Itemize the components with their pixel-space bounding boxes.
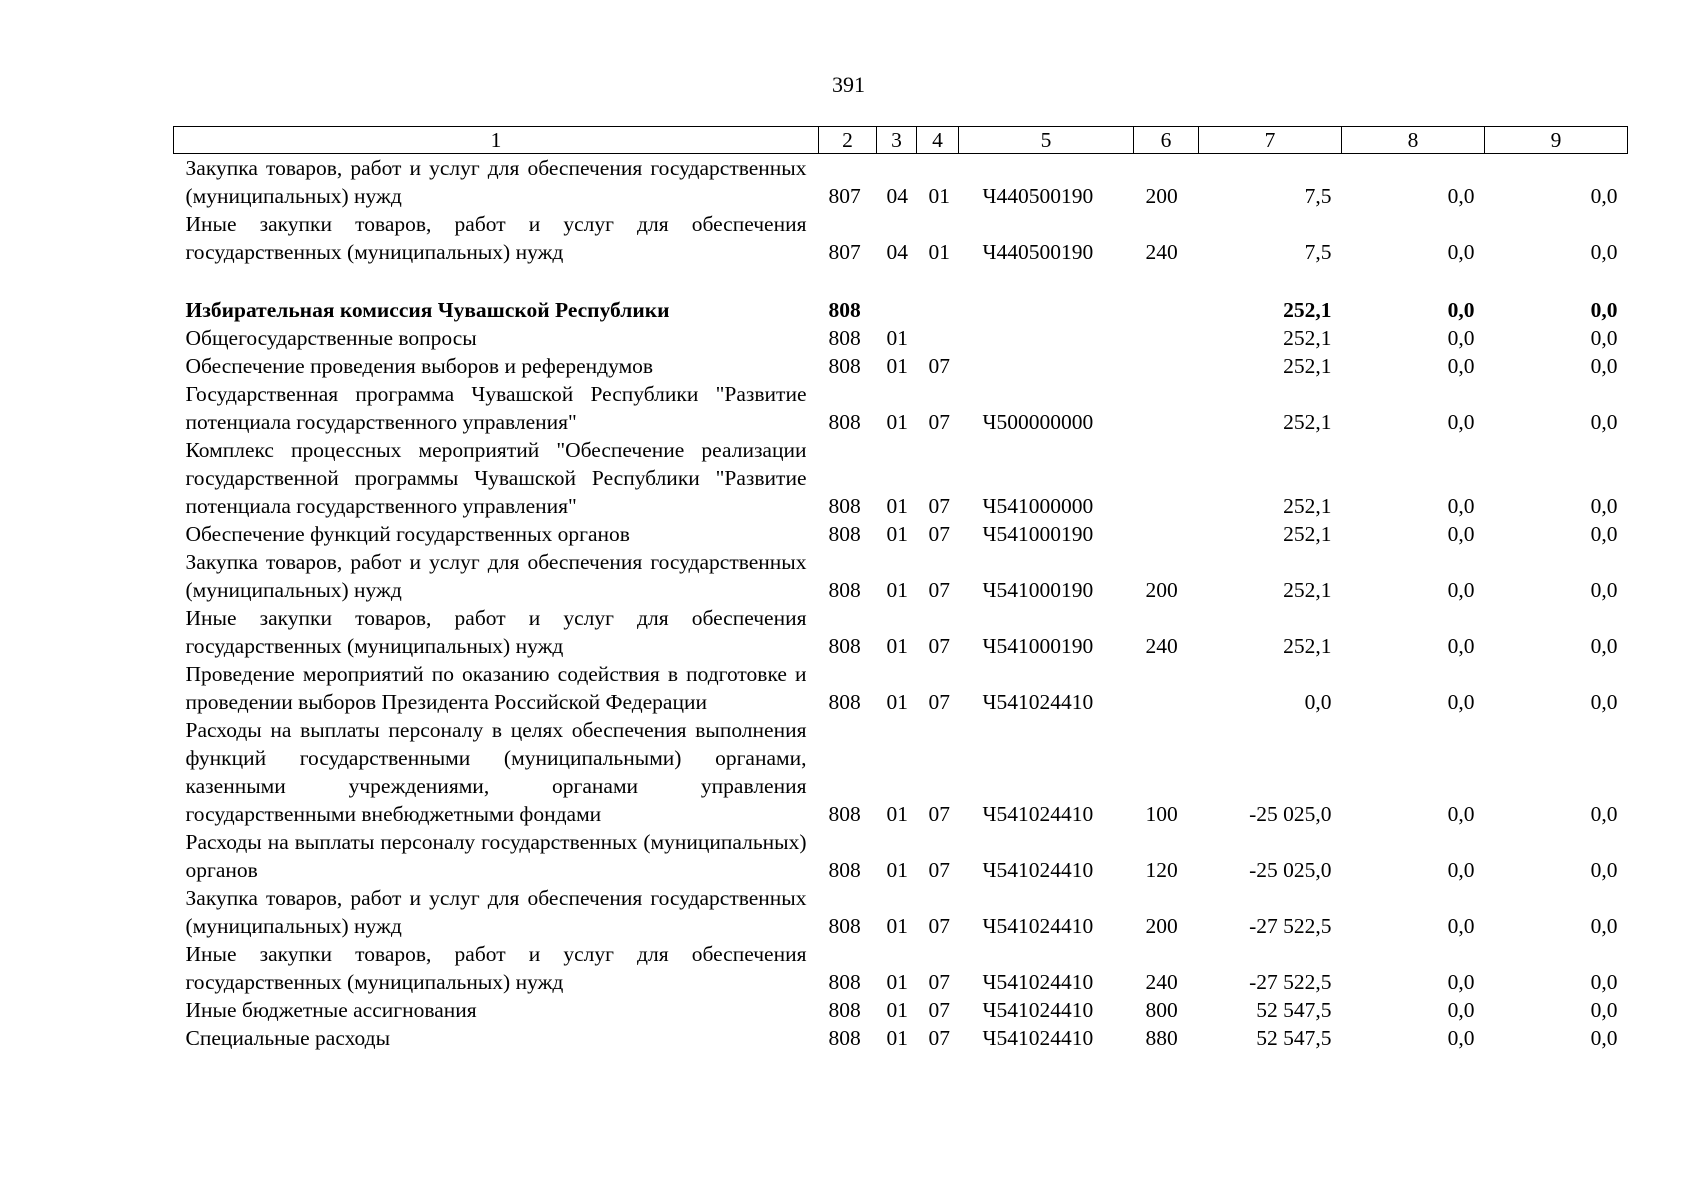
row-section-code: 01 (886, 998, 908, 1022)
row-ministry-code: 808 (828, 914, 861, 938)
row-spacer (174, 266, 1628, 296)
header-col-5: 5 (959, 127, 1134, 154)
row-amount-8: 0,0 (1447, 410, 1475, 434)
row-expense-type (1134, 520, 1199, 548)
row-name: Иные бюджетные ассигнования (185, 998, 477, 1022)
row-ministry-code: 807 (828, 184, 861, 208)
row-subsection-code (917, 296, 959, 324)
table-row (174, 380, 1628, 436)
table-row (174, 660, 1628, 716)
row-amount-9: 0,0 (1590, 522, 1618, 546)
row-amount-8: 0,0 (1447, 970, 1475, 994)
row-target-code: Ч541024410 (982, 858, 1094, 882)
row-amount-8: 0,0 (1447, 494, 1475, 518)
row-amount-9: 0,0 (1590, 578, 1618, 602)
row-ministry-code: 808 (828, 298, 861, 322)
row-ministry-code: 808 (828, 578, 861, 602)
table-row (174, 996, 1628, 1024)
row-amount-8: 0,0 (1447, 578, 1475, 602)
row-expense-type: 100 (1145, 802, 1178, 826)
table-row (174, 324, 1628, 352)
row-target-code: Ч541024410 (982, 970, 1094, 994)
row-amount-8: 0,0 (1447, 690, 1475, 714)
table-row (174, 940, 1628, 996)
row-amount-9: 0,0 (1590, 240, 1618, 264)
table-row (174, 884, 1628, 940)
row-section-code: 01 (886, 970, 908, 994)
row-section-code: 01 (886, 326, 908, 350)
row-target-code: Ч541024410 (982, 690, 1094, 714)
table-row (174, 210, 1628, 266)
row-amount-7: 252,1 (1283, 326, 1332, 350)
row-amount-8: 0,0 (1447, 858, 1475, 882)
row-section-code: 01 (886, 690, 908, 714)
row-subsection-code: 01 (928, 240, 950, 264)
row-section-code: 04 (886, 240, 908, 264)
row-name: Расходы на выплаты персоналу государственных (муниципальных) органов (185, 830, 807, 882)
row-expense-type: 200 (1145, 184, 1178, 208)
budget-table (173, 126, 1628, 1052)
row-expense-type (1134, 352, 1199, 380)
row-amount-7: 252,1 (1283, 634, 1332, 658)
row-ministry-code: 808 (828, 494, 861, 518)
row-subsection-code: 07 (928, 410, 950, 434)
row-subsection-code: 07 (928, 522, 950, 546)
table-row (174, 352, 1628, 380)
row-subsection-code: 07 (928, 802, 950, 826)
row-ministry-code: 807 (828, 240, 861, 264)
row-expense-type: 240 (1145, 634, 1178, 658)
row-target-code: Ч541000190 (982, 634, 1094, 658)
row-target-code: Ч541024410 (982, 802, 1094, 826)
row-name: Закупка товаров, работ и услуг для обеспечения государственных (муниципальных) нужд (185, 156, 807, 208)
row-ministry-code: 808 (828, 690, 861, 714)
row-expense-type: 880 (1145, 1026, 1178, 1050)
row-section-code: 01 (886, 354, 908, 378)
row-name: Государственная программа Чувашской Республики "Развитие потенциала государственного управления" (185, 382, 807, 434)
row-target-code: Ч541024410 (982, 998, 1094, 1022)
table-row (174, 154, 1628, 211)
row-amount-7: 0,0 (1304, 690, 1332, 714)
header-col-4: 4 (917, 127, 959, 154)
row-subsection-code: 07 (928, 858, 950, 882)
row-section-code: 01 (886, 858, 908, 882)
row-amount-7: 52 547,5 (1256, 998, 1332, 1022)
table-row-ministry (174, 296, 1628, 324)
row-name: Комплекс процессных мероприятий "Обеспечение реализации государственной программы Чувашской Республики "Развитие потенциала государственного управления" (185, 438, 807, 518)
row-target-code: Ч541024410 (982, 1026, 1094, 1050)
row-subsection-code: 07 (928, 998, 950, 1022)
row-amount-8: 0,0 (1447, 184, 1475, 208)
row-ministry-code: 808 (828, 970, 861, 994)
row-section-code: 01 (886, 578, 908, 602)
row-amount-7: 252,1 (1283, 410, 1332, 434)
row-subsection-code: 07 (928, 354, 950, 378)
row-ministry-code: 808 (828, 522, 861, 546)
header-col-2: 2 (819, 127, 877, 154)
row-section-code: 01 (886, 522, 908, 546)
row-section-code: 01 (886, 914, 908, 938)
table-row (174, 436, 1628, 520)
row-name: Специальные расходы (185, 1026, 391, 1050)
row-name: Расходы на выплаты персоналу в целях обеспечения выполнения функций государственными (муниципальными) органами, казенными учреждениями, органами управления государственными внебюджетными фондами (185, 718, 807, 826)
row-subsection-code: 07 (928, 494, 950, 518)
row-name: Обеспечение проведения выборов и референдумов (185, 354, 654, 378)
row-name: Иные закупки товаров, работ и услуг для обеспечения государственных (муниципальных) нужд (185, 942, 807, 994)
table-row (174, 828, 1628, 884)
row-subsection-code: 07 (928, 690, 950, 714)
header-col-7: 7 (1199, 127, 1342, 154)
row-ministry-code: 808 (828, 410, 861, 434)
row-target-code: Ч440500190 (982, 240, 1094, 264)
row-amount-8: 0,0 (1447, 998, 1475, 1022)
row-amount-7: 252,1 (1283, 522, 1332, 546)
row-expense-type (1134, 296, 1199, 324)
row-expense-type (1134, 380, 1199, 436)
row-expense-type (1134, 660, 1199, 716)
row-subsection-code: 07 (928, 970, 950, 994)
row-subsection-code: 01 (928, 184, 950, 208)
row-amount-9: 0,0 (1590, 298, 1618, 322)
row-amount-7: -25 025,0 (1249, 802, 1332, 826)
row-target-code: Ч541024410 (982, 914, 1094, 938)
row-amount-9: 0,0 (1590, 494, 1618, 518)
row-amount-7: 52 547,5 (1256, 1026, 1332, 1050)
table-row (174, 716, 1628, 828)
row-amount-9: 0,0 (1590, 326, 1618, 350)
row-amount-9: 0,0 (1590, 1026, 1618, 1050)
row-amount-8: 0,0 (1447, 1026, 1475, 1050)
row-amount-7: 7,5 (1304, 184, 1332, 208)
row-subsection-code (917, 324, 959, 352)
row-expense-type (1134, 324, 1199, 352)
row-amount-7: -25 025,0 (1249, 858, 1332, 882)
row-amount-7: 252,1 (1283, 354, 1332, 378)
row-target-code: Ч541000190 (982, 578, 1094, 602)
row-amount-9: 0,0 (1590, 802, 1618, 826)
table-row (174, 604, 1628, 660)
row-ministry-code: 808 (828, 1026, 861, 1050)
row-name: Закупка товаров, работ и услуг для обеспечения государственных (муниципальных) нужд (185, 886, 807, 938)
row-amount-9: 0,0 (1590, 690, 1618, 714)
row-amount-7: 7,5 (1304, 240, 1332, 264)
row-target-code: Ч500000000 (982, 410, 1094, 434)
row-amount-9: 0,0 (1590, 858, 1618, 882)
table-row (174, 548, 1628, 604)
row-amount-8: 0,0 (1447, 354, 1475, 378)
row-amount-8: 0,0 (1447, 298, 1475, 322)
row-subsection-code: 07 (928, 914, 950, 938)
row-amount-7: 252,1 (1283, 578, 1332, 602)
row-amount-7: -27 522,5 (1249, 970, 1332, 994)
row-amount-9: 0,0 (1590, 410, 1618, 434)
row-expense-type: 200 (1145, 914, 1178, 938)
header-col-3: 3 (877, 127, 917, 154)
row-amount-9: 0,0 (1590, 970, 1618, 994)
header-col-1: 1 (174, 127, 819, 154)
row-ministry-code: 808 (828, 858, 861, 882)
row-ministry-code: 808 (828, 802, 861, 826)
row-amount-8: 0,0 (1447, 522, 1475, 546)
row-amount-9: 0,0 (1590, 184, 1618, 208)
header-col-9: 9 (1485, 127, 1628, 154)
row-amount-8: 0,0 (1447, 326, 1475, 350)
row-target-code: Ч541000190 (982, 522, 1094, 546)
row-expense-type: 200 (1145, 578, 1178, 602)
row-target-code (959, 352, 1134, 380)
row-ministry-code: 808 (828, 634, 861, 658)
row-target-code (959, 324, 1134, 352)
table-row (174, 1024, 1628, 1052)
row-amount-7: -27 522,5 (1249, 914, 1332, 938)
row-expense-type: 240 (1145, 240, 1178, 264)
row-amount-8: 0,0 (1447, 914, 1475, 938)
row-name: Обеспечение функций государственных органов (185, 522, 630, 546)
row-target-code: Ч541000000 (982, 494, 1094, 518)
row-section-code: 01 (886, 494, 908, 518)
row-amount-8: 0,0 (1447, 802, 1475, 826)
row-name: Проведение мероприятий по оказанию содействия в подготовке и проведении выборов Президента Российской Федерации (185, 662, 807, 714)
row-amount-9: 0,0 (1590, 998, 1618, 1022)
row-amount-8: 0,0 (1447, 240, 1475, 264)
row-section-code: 01 (886, 634, 908, 658)
row-expense-type: 120 (1145, 858, 1178, 882)
row-amount-9: 0,0 (1590, 354, 1618, 378)
row-amount-7: 252,1 (1283, 298, 1332, 322)
row-section-code: 01 (886, 802, 908, 826)
row-subsection-code: 07 (928, 578, 950, 602)
row-expense-type: 800 (1145, 998, 1178, 1022)
row-ministry-code: 808 (828, 326, 861, 350)
row-amount-8: 0,0 (1447, 634, 1475, 658)
row-amount-9: 0,0 (1590, 634, 1618, 658)
page-number: 391 (832, 72, 865, 97)
row-name: Иные закупки товаров, работ и услуг для обеспечения государственных (муниципальных) нужд (185, 606, 807, 658)
row-expense-type: 240 (1145, 970, 1178, 994)
row-section-code: 01 (886, 1026, 908, 1050)
row-expense-type (1134, 436, 1199, 520)
row-section-code: 01 (886, 410, 908, 434)
table-row (174, 520, 1628, 548)
row-name: Избирательная комиссия Чувашской Республики (185, 298, 670, 322)
row-ministry-code: 808 (828, 354, 861, 378)
header-col-6: 6 (1134, 127, 1199, 154)
row-section-code: 04 (886, 184, 908, 208)
row-subsection-code: 07 (928, 1026, 950, 1050)
row-name: Закупка товаров, работ и услуг для обеспечения государственных (муниципальных) нужд (185, 550, 807, 602)
row-section-code (877, 296, 917, 324)
row-target-code: Ч440500190 (982, 184, 1094, 208)
row-subsection-code: 07 (928, 634, 950, 658)
row-ministry-code: 808 (828, 998, 861, 1022)
row-name: Иные закупки товаров, работ и услуг для обеспечения государственных (муниципальных) нужд (185, 212, 807, 264)
header-col-8: 8 (1342, 127, 1485, 154)
row-target-code (959, 296, 1134, 324)
row-amount-9: 0,0 (1590, 914, 1618, 938)
table-header-row (174, 127, 1628, 154)
row-amount-7: 252,1 (1283, 494, 1332, 518)
row-name: Общегосударственные вопросы (185, 326, 477, 350)
